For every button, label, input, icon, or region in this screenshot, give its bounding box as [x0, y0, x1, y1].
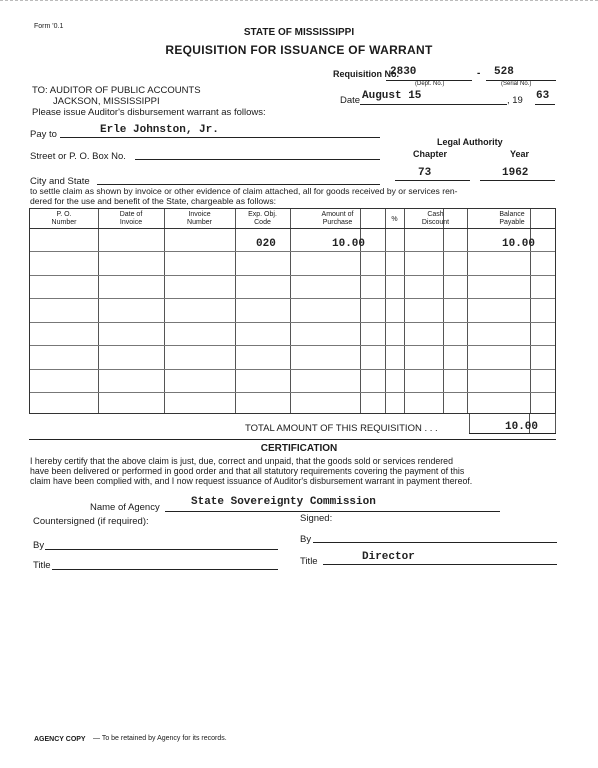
total-underline — [29, 439, 556, 440]
total-right-border — [555, 414, 556, 433]
pay-to-line — [60, 137, 380, 138]
year-value: 63 — [536, 90, 550, 102]
col-divider — [467, 209, 468, 413]
certification-line2: have been delivered or performed in good order and that all statutory requirements covering the payment of this — [30, 466, 465, 476]
serial-no-caption: (Serial No.) — [501, 81, 532, 87]
agency-copy-text: — To be retained by Agency for its records. — [93, 735, 227, 742]
countersigned-label: Countersigned (if required): — [33, 516, 149, 527]
claim-text-line1: to settle claim as shown by invoice or other evidence of claim attached, all for goods received by or services ren- — [30, 186, 458, 196]
by-label-left: By — [33, 540, 45, 551]
by-line-left — [45, 549, 278, 550]
percent-header: % — [391, 216, 398, 223]
form-number: Form '0.1 — [34, 23, 64, 30]
page-top-edge — [0, 0, 598, 1]
street-label: Street or P. O. Box No. — [30, 151, 126, 162]
dept-no-value: 2830 — [390, 66, 417, 78]
title-label-left: Title — [33, 560, 51, 571]
requisition-dash: - — [477, 68, 481, 79]
row-divider — [30, 298, 555, 299]
row-divider — [30, 251, 555, 252]
cash-discount-header: Cash Discount — [421, 211, 450, 226]
agency-value: State Sovereignty Commission — [191, 496, 376, 508]
year-label: Year — [510, 149, 530, 159]
total-left-border — [469, 414, 470, 433]
city-label: City and State — [30, 176, 90, 187]
state-heading: STATE OF MISSISSIPPI — [243, 27, 355, 38]
col-divider — [443, 209, 444, 413]
amount-header: Amount of Purchase — [321, 211, 354, 226]
row-divider — [30, 345, 555, 346]
col-divider — [290, 209, 291, 413]
legal-authority-title: Legal Authority — [437, 137, 503, 147]
serial-no-value: 528 — [494, 66, 514, 78]
certification-heading: CERTIFICATION — [260, 443, 338, 454]
city-line — [97, 184, 380, 185]
total-value: 10.00 — [505, 421, 539, 433]
po-header: P. O. Number — [51, 211, 77, 226]
agency-copy-label: AGENCY COPY — [34, 736, 86, 743]
exp-code-header: Exp. Obj. Code — [248, 211, 277, 226]
chapter-value: 73 — [418, 167, 432, 179]
legal-year-line — [480, 180, 555, 181]
certification-line3: claim have been complied with, and I now request issuance of Auditor's disbursement warrant in payment thereof. — [30, 476, 473, 486]
agency-label: Name of Agency — [90, 502, 160, 513]
certification-line1: I hereby certify that the above claim is just, due, correct and unpaid, that the goods sold or services rendered — [30, 456, 453, 466]
jackson-line: JACKSON, MISSISSIPPI — [53, 96, 160, 107]
total-label: TOTAL AMOUNT OF THIS REQUISITION . . . — [245, 423, 438, 434]
date-line — [360, 104, 507, 105]
title-line-right — [323, 564, 557, 565]
invoice-number-header: Invoice Number — [187, 211, 212, 226]
auditor-line: TO: AUDITOR OF PUBLIC ACCOUNTS — [32, 85, 201, 96]
by-label-right: By — [300, 534, 312, 545]
balance-value: 10.00 — [502, 238, 536, 250]
pay-to-label: Pay to — [30, 129, 57, 140]
year-prefix: , 19 — [507, 95, 523, 106]
total-line — [469, 433, 556, 434]
form-title: REQUISITION FOR ISSUANCE OF WARRANT — [165, 43, 433, 57]
row-divider — [30, 392, 555, 393]
row-divider — [30, 369, 555, 370]
requisition-label: Requisition No. — [333, 69, 399, 79]
balance-header: Balance Payable — [499, 211, 525, 226]
title-label-right: Title — [300, 556, 318, 567]
col-divider — [164, 209, 165, 413]
col-divider — [385, 209, 386, 413]
by-line-right — [313, 542, 557, 543]
dept-no-caption: (Dept. No.) — [415, 81, 445, 87]
col-divider — [235, 209, 236, 413]
legal-year-value: 1962 — [502, 167, 529, 179]
claim-text-line2: dered for the use and benefit of the State, chargeable as follows: — [30, 196, 277, 206]
title-value: Director — [362, 551, 415, 563]
instruction-line: Please issue Auditor's disbursement warrant as follows: — [32, 107, 266, 118]
agency-line — [165, 511, 500, 512]
col-divider — [404, 209, 405, 413]
row-divider — [30, 275, 555, 276]
chapter-line — [395, 180, 470, 181]
amount-value: 10.00 — [332, 238, 366, 250]
col-divider — [98, 209, 99, 413]
claims-table — [29, 208, 556, 414]
exp-code-value: 020 — [256, 238, 276, 250]
year-line — [535, 104, 555, 105]
row-divider — [30, 322, 555, 323]
date-invoice-header: Date of Invoice — [119, 211, 143, 226]
header-divider — [30, 228, 555, 229]
signed-label: Signed: — [300, 513, 333, 524]
date-label: Date — [340, 95, 361, 106]
title-line-left — [52, 569, 278, 570]
chapter-label: Chapter — [413, 149, 448, 159]
street-line — [135, 159, 380, 160]
pay-to-value: Erle Johnston, Jr. — [100, 124, 219, 136]
date-value: August 15 — [362, 90, 422, 102]
